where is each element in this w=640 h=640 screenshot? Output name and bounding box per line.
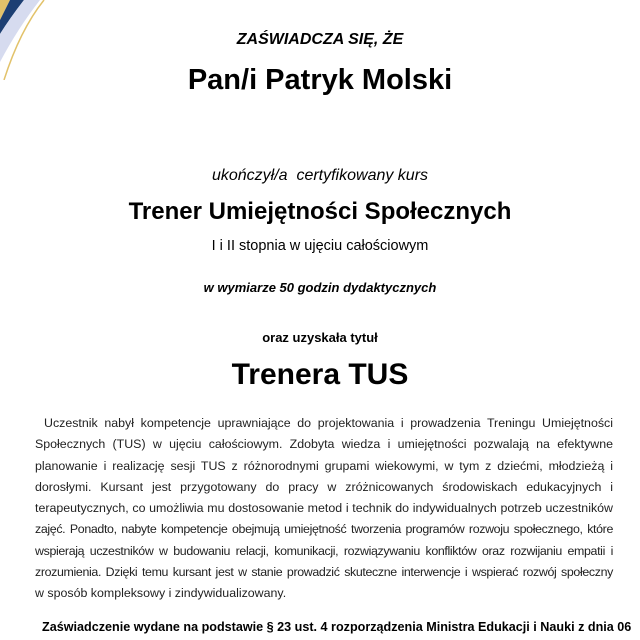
course-name: Trener Umiejętności Społecznych	[128, 198, 512, 225]
description-line: terapeutycznych, co umożliwia mu dostosowanie metod i technik do indywidualnych potrzeb uczestników	[35, 501, 613, 516]
description-line: planowanie i realizację sesji TUS z różnorodnymi grupami wiekowymi, w tym z dziećmi, młodzieżą i	[35, 458, 613, 473]
completed-text: ukończył/a certyfikowany kurs	[211, 167, 429, 184]
description-line: Społecznych (TUS) w ujęciu całościowym. Zdobyta wiedza i umiejętności pozwalają na efektywne	[35, 437, 613, 452]
course-hours: w wymiarze 50 godzin dydaktycznych	[203, 280, 437, 295]
description-line: zrozumienia. Dzięki temu kursant jest w stanie prowadzić skuteczne interwencje i wspierać rozwój społeczny	[35, 565, 613, 580]
description	[35, 413, 613, 605]
recipient-name: Pan/i Patryk Molski	[187, 64, 453, 96]
description-line: Uczestnik nabył kompetencje uprawniające do projektowania i prowadzenia Treningu Umiejętności	[44, 416, 613, 430]
course-level: I i II stopnia w ujęciu całościowym	[211, 238, 429, 254]
title-intro: oraz uzyskała tytuł	[262, 330, 378, 345]
description-line: wspierają uczestników w budowaniu relacji, komunikacji, rozwiązywaniu konfliktów oraz rozwijaniu empatii i	[35, 543, 613, 558]
certificate-header: ZAŚWIADCZA SIĘ, ŻE	[236, 31, 404, 48]
legal-basis: Zaświadczenie wydane na podstawie § 23 ust. 4 rozporządzenia Ministra Edukacji i Nauki z dnia 06	[42, 620, 632, 634]
description-line: zajęć. Ponadto, nabyte kompetencje obejmują umiejętność tworzenia programów rozwoju społecznego, które	[35, 522, 613, 537]
description-line: w sposób kompleksowy i zindywidualizowany.	[35, 586, 287, 601]
awarded-title: Trenera TUS	[231, 358, 409, 391]
description-line: dorosłymi. Kursant jest przygotowany do pracy w zróżnicowanych środowiskach edukacyjnych i	[35, 479, 613, 494]
